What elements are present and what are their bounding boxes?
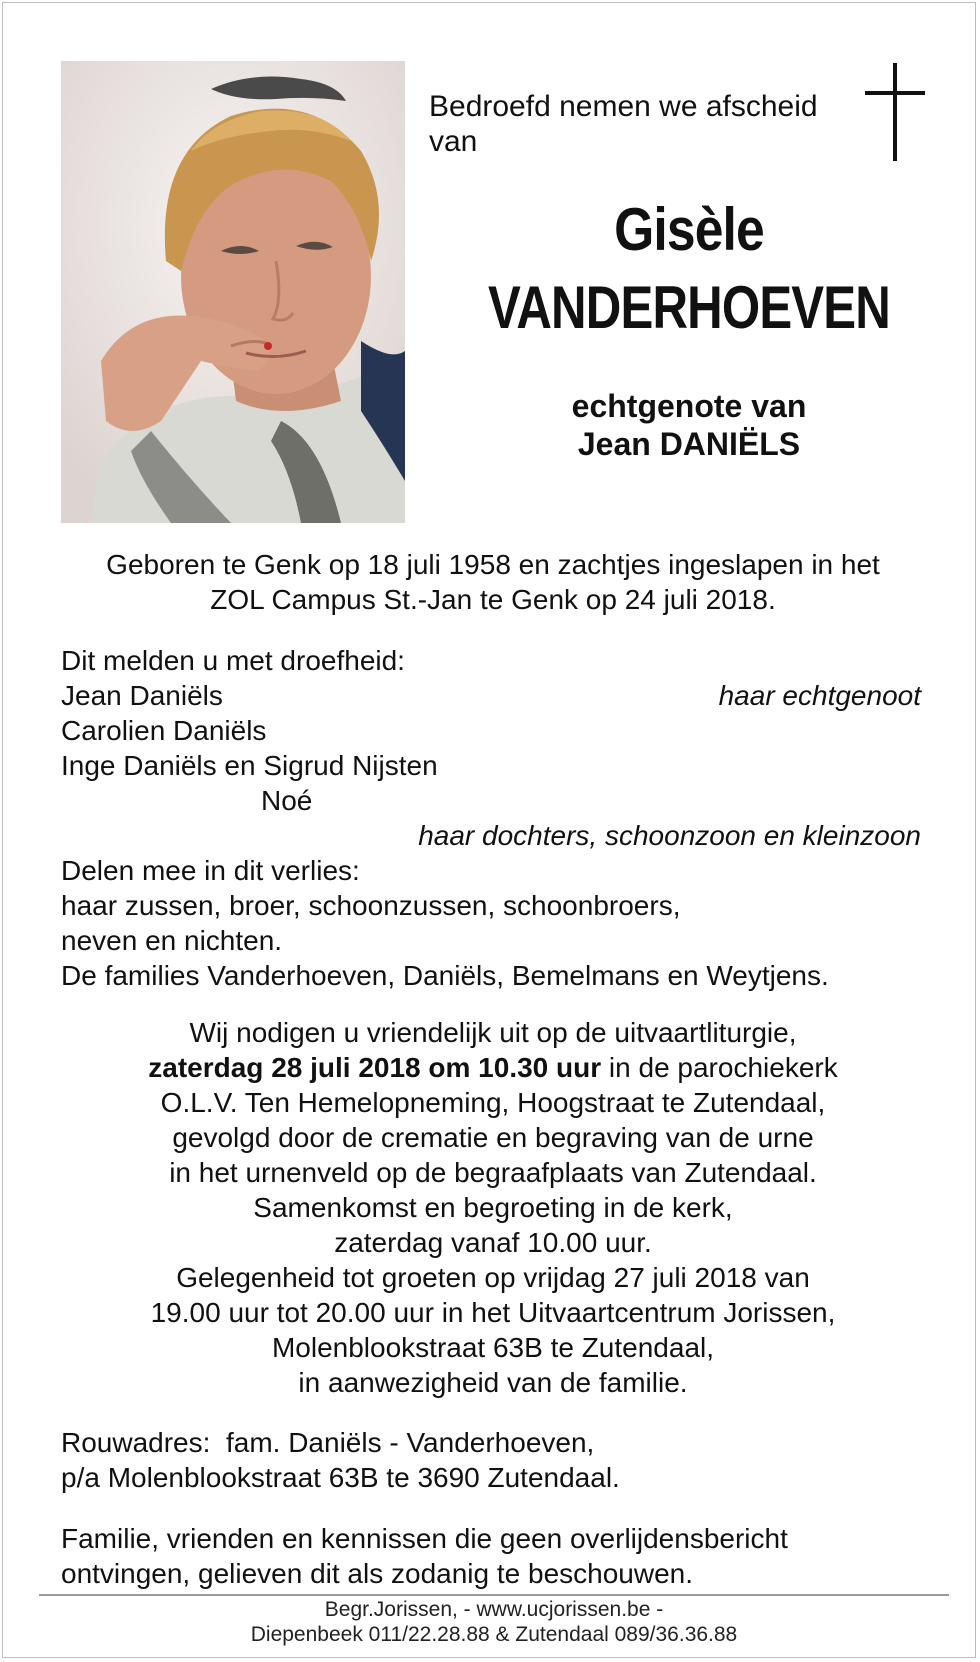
deceased-first-name: Gisèle [614,196,764,263]
family-member-name: Carolien Daniëls [61,715,267,746]
footer-divider [39,1594,949,1596]
portrait-illustration [61,61,405,523]
undertaker-footer [39,1597,949,1647]
family-member-role: haar echtgenoot [718,680,921,711]
notice-line-1: Familie, vrienden en kennissen die geen overlijdensbericht [61,1523,788,1554]
opening-line-2: van [429,125,478,158]
mourning-address [61,1425,921,1495]
opening-line [429,89,869,159]
service-date-line [43,1050,943,1085]
address-line-2: p/a Molenblookstraat 63B te 3690 Zutendaal. [61,1462,620,1493]
family-group-role: haar dochters, schoonzoon en kleinzoon [418,820,921,851]
family-member-name: Noé [261,785,313,816]
relatives-line: neven en nichten. [61,925,283,956]
spouse-block [429,387,949,463]
notice-line-2: ontvingen, gelieven dit als zodanig te beschouwen. [61,1558,693,1589]
relatives-line: haar zussen, broer, schoonzussen, schoonbroers, [61,890,681,921]
family-member-name: Inge Daniëls en Sigrud Nijsten [61,750,438,781]
birth-line-1: Geboren te Genk op 18 juli 1958 en zachtjes ingeslapen in het [106,549,880,580]
service-date: zaterdag 28 juli 2018 om 10.30 uur [148,1052,602,1083]
family-member-name: Jean Daniëls [61,680,223,711]
service-line: in het urnenveld op de begraafplaats van Zutendaal. [169,1157,817,1188]
service-line: in aanwezigheid van de familie. [298,1367,688,1398]
service-location-intro: in de parochiekerk [601,1052,838,1083]
deceased-last-name: VANDERHOEVEN [487,274,891,341]
service-line: zaterdag vanaf 10.00 uur. [334,1227,652,1258]
latin-cross-icon [865,63,925,163]
family-intro: Dit melden u met droefheid: [61,645,405,676]
obituary-card [2,2,976,1658]
share-intro: Delen mee in dit verlies: [61,855,360,886]
family-list [61,643,921,993]
service-line: Wij nodigen u vriendelijk uit op de uitvaartliturgie, [189,1017,797,1048]
service-line: Samenkomst en begroeting in de kerk, [253,1192,733,1223]
service-line: gevolgd door de crematie en begraving van de urne [172,1122,814,1153]
footer-line-2: Diepenbeek 011/22.28.88 & Zutendaal 089/36.36.88 [250,1623,738,1646]
address-line-1: Rouwadres: fam. Daniëls - Vanderhoeven, [61,1427,595,1458]
opening-line-1: Bedroefd nemen we afscheid [429,90,818,123]
portrait-photo [61,61,405,523]
service-line: Molenblookstraat 63B te Zutendaal, [271,1332,715,1363]
service-line: 19.00 uur tot 20.00 uur in het Uitvaartcentrum Jorissen, [150,1297,836,1328]
families-line: De families Vanderhoeven, Daniëls, Bemelmans en Weytjens. [61,960,829,991]
spouse-label: echtgenote van [571,388,807,424]
service-line: Gelegenheid tot groeten op vrijdag 27 juli 2018 van [176,1262,810,1293]
notice-paragraph [61,1521,921,1591]
spouse-name: Jean DANIËLS [577,426,801,462]
birth-death-paragraph [43,547,943,617]
family-row-husband [61,678,921,713]
service-line: O.L.V. Ten Hemelopneming, Hoogstraat te Zutendaal, [160,1087,826,1118]
birth-line-2: ZOL Campus St.-Jan te Genk op 24 juli 2018. [210,584,776,615]
footer-line-1: Begr.Jorissen, - www.ucjorissen.be - [324,1598,664,1621]
funeral-service-paragraph [43,1015,943,1400]
